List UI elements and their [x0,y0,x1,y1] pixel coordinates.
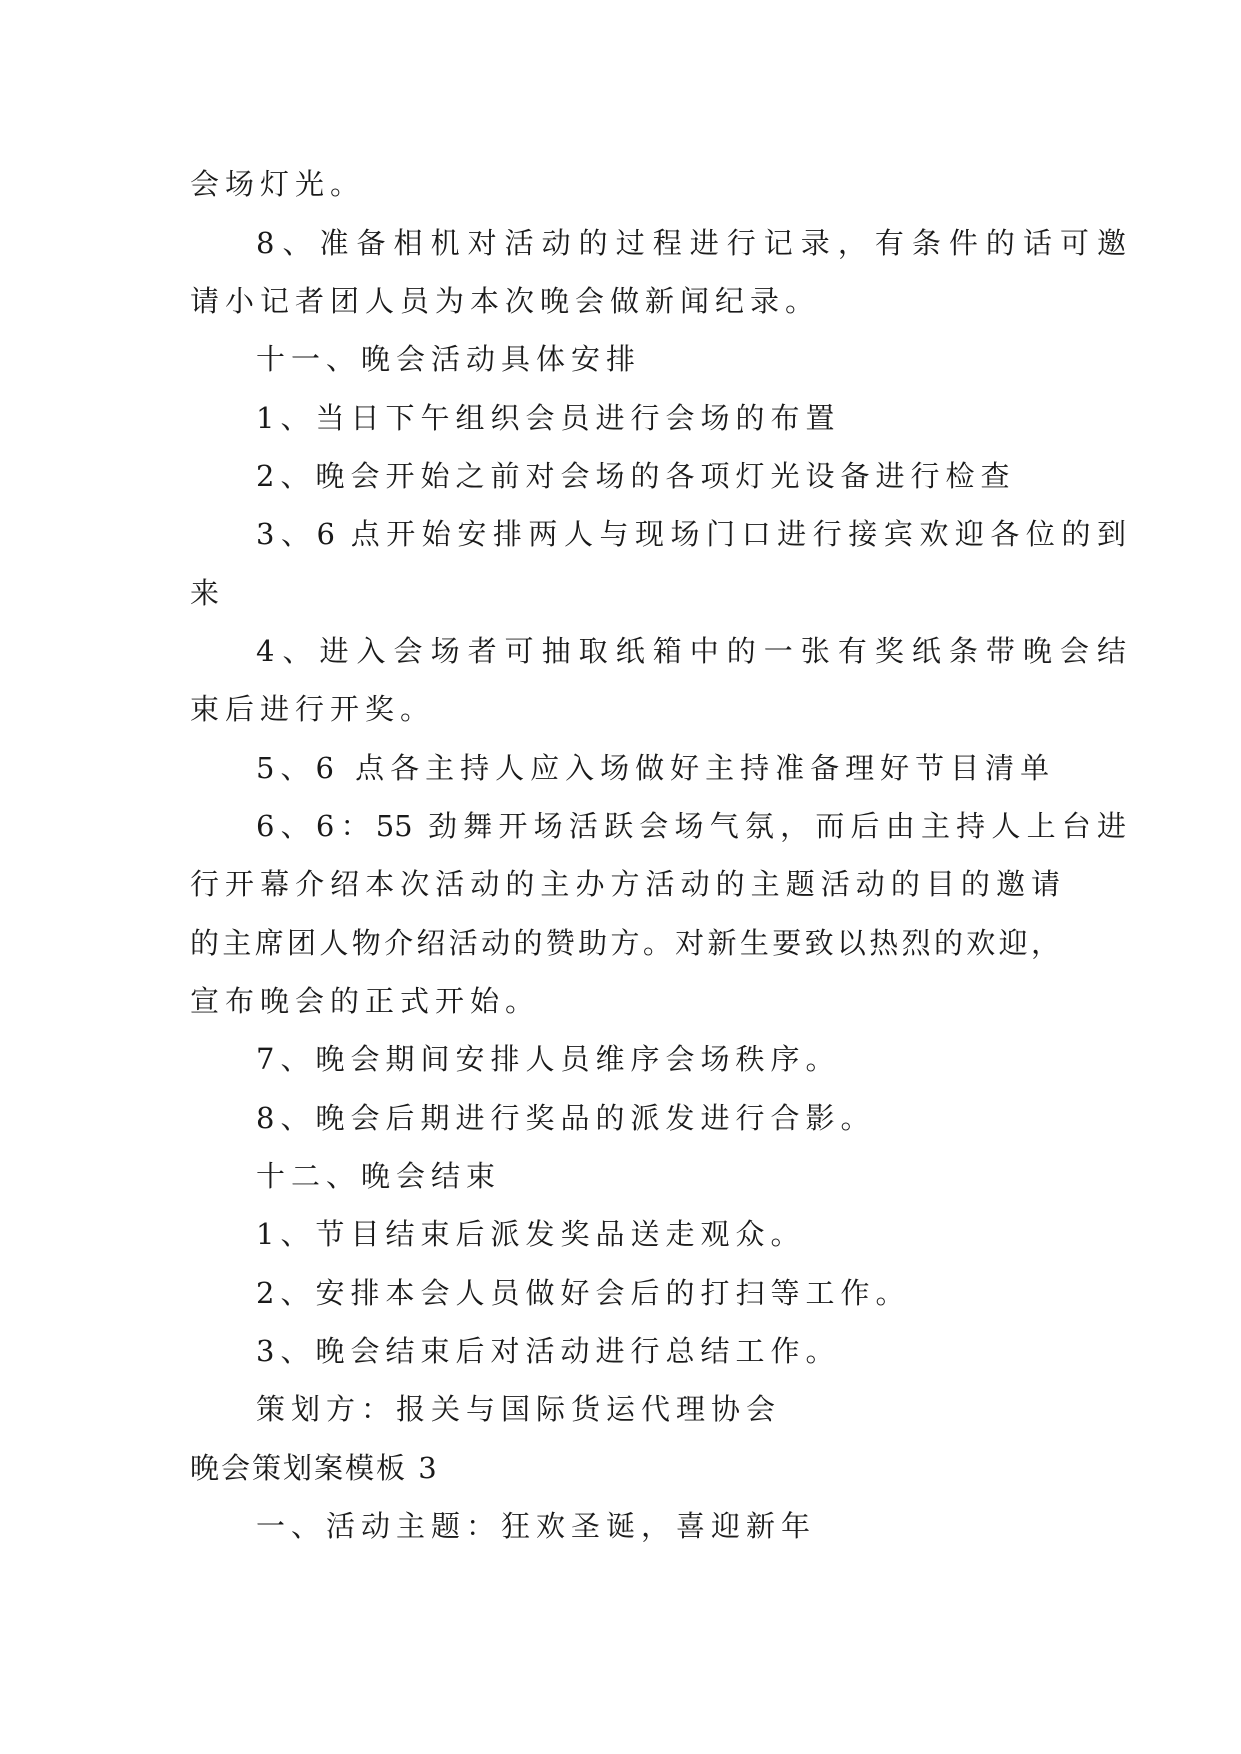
text-line: 1、当日下午组织会员进行会场的布置 [256,401,841,435]
text-line: 5、6 点各主持人应入场做好主持准备理好节目清单 [256,751,1056,785]
text-line: 1、节目结束后派发奖品送走观众。 [256,1217,806,1251]
text-line: 8、晚会后期进行奖品的派发进行合影。 [256,1101,876,1135]
section-heading: 十二、晚会结束 [256,1159,502,1193]
text-line: 3、6 点开始安排两人与现场门口进行接宾欢迎各位的到 [256,517,1126,551]
text-line: 的主席团人物介绍活动的赞助方。对新生要致以热烈的欢迎， [190,926,1060,960]
text-line: 7、晚会期间安排人员维序会场秩序。 [256,1042,841,1076]
text-line: 来 [190,576,220,610]
text-line: 策划方：报关与国际货运代理协会 [256,1392,782,1426]
text-line: 6、6：55 劲舞开场活跃会场气氛，而后由主持人上台进 [256,809,1126,843]
text-line: 宣布晚会的正式开始。 [190,984,541,1018]
text-line: 3、晚会结束后对活动进行总结工作。 [256,1334,841,1368]
text-line: 2、安排本会人员做好会后的打扫等工作。 [256,1276,911,1310]
text-line: 会场灯光。 [190,167,366,201]
template-title: 晚会策划案模板 3 [190,1451,439,1485]
section-heading: 一、活动主题：狂欢圣诞，喜迎新年 [256,1509,817,1543]
text-line: 请小记者团人员为本次晚会做新闻纪录。 [190,284,821,318]
text-line: 8、准备相机对活动的过程进行记录，有条件的话可邀 [256,226,1126,260]
text-line: 行开幕介绍本次活动的主办方活动的主题活动的目的邀请 [190,867,1060,901]
text-line: 4、进入会场者可抽取纸箱中的一张有奖纸条带晚会结 [256,634,1126,668]
text-line: 束后进行开奖。 [190,692,436,726]
text-line: 2、晚会开始之前对会场的各项灯光设备进行检查 [256,459,1016,493]
section-heading: 十一、晚会活动具体安排 [256,342,642,376]
